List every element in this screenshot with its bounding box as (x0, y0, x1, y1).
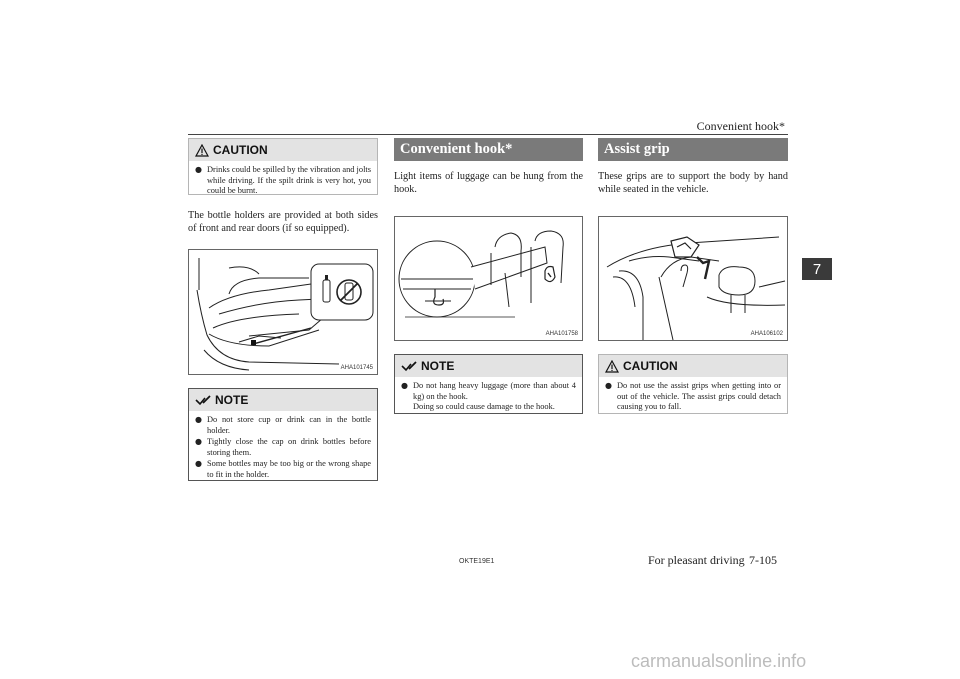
note-heading: NOTE (421, 358, 455, 373)
column-2 (394, 138, 583, 414)
note-body (395, 377, 582, 420)
bottle-holder-paragraph: The bottle holders are provided at both sides of front and rear doors (if so equipped). (188, 210, 378, 234)
bullet-dot-icon: ● (605, 381, 612, 390)
list-item: ● Do not store cup or drink can in the bottle holder. (195, 415, 371, 435)
section-title-hook: Convenient hook* (394, 138, 583, 161)
note-pencil-icon (195, 394, 211, 406)
list-item: ● Do not hang heavy luggage (more than about 4 kg) on the hook. Doing so could cause damage to the hook. (401, 381, 576, 411)
warning-triangle-icon (605, 360, 619, 373)
page-number: 7-105 (749, 553, 777, 567)
assist-grip-illustration (599, 217, 787, 340)
caution-header (189, 139, 377, 161)
list-item: ● Do not use the assist grips when getting into or out of the vehicle. The assist grips could detach causing you to fall. (605, 381, 781, 411)
note-heading: NOTE (215, 392, 249, 407)
column-3 (598, 138, 788, 414)
bullet-dot-icon: ● (195, 459, 202, 468)
section-title-assist-grip: Assist grip (598, 138, 788, 161)
figure-code: AHA101745 (340, 365, 373, 371)
bullet-dot-icon: ● (401, 381, 408, 390)
footer-section-title: For pleasant driving (648, 553, 745, 567)
column-1 (188, 138, 378, 481)
caution-body (189, 161, 377, 204)
caution-heading: CAUTION (213, 142, 268, 157)
header-rule (188, 134, 788, 135)
document-code: OKTE19E1 (459, 558, 495, 565)
note-header (189, 389, 377, 411)
bottle-holder-figure (188, 249, 378, 375)
warning-triangle-icon (195, 144, 209, 157)
note-header (395, 355, 582, 377)
list-item: ● Some bottles may be too big or the wrong shape to fit in the holder. (195, 459, 371, 479)
hook-paragraph: Light items of luggage can be hung from the hook. (394, 171, 583, 195)
watermark[interactable]: carmanualsonline.info (631, 651, 807, 671)
hook-figure (394, 216, 583, 341)
note-body (189, 411, 377, 487)
bullet-dot-icon: ● (195, 165, 202, 174)
assist-grip-paragraph: These grips are to support the body by hand while seated in the vehicle. (598, 171, 788, 195)
chapter-tab[interactable]: 7 (802, 258, 832, 280)
note-box (188, 388, 378, 481)
caution-box (188, 138, 378, 195)
figure-code: AHA106102 (750, 331, 783, 337)
bullet-dot-icon: ● (195, 415, 202, 424)
header-title: Convenient hook* (696, 119, 785, 133)
caution-header (599, 355, 787, 377)
assist-grip-figure (598, 216, 788, 341)
note-pencil-icon (401, 360, 417, 372)
caution-box (598, 354, 788, 414)
caution-body (599, 377, 787, 420)
list-item: ● Tightly close the cap on drink bottles before storing them. (195, 437, 371, 457)
figure-code: AHA101758 (545, 331, 578, 337)
hook-illustration (395, 217, 582, 340)
list-item: ● Drinks could be spilled by the vibration and jolts while driving. If the spilt drink is very hot, you could be burnt. (195, 165, 371, 195)
bullet-dot-icon: ● (195, 437, 202, 446)
bottle-holder-illustration (189, 250, 377, 374)
note-box (394, 354, 583, 414)
caution-heading: CAUTION (623, 358, 678, 373)
